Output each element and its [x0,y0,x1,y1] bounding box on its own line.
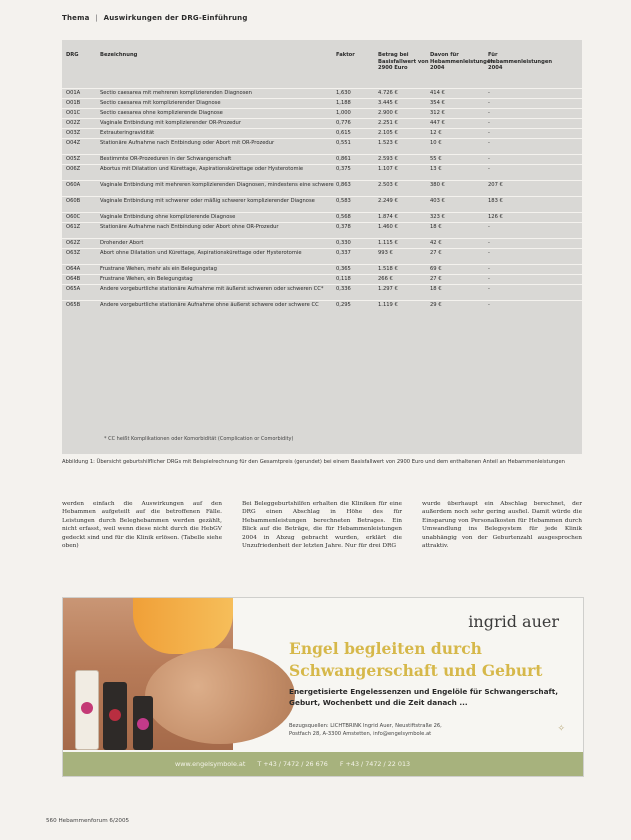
ad-address [289,722,559,738]
cell-drg: O64B [66,276,81,282]
cell-midwife-share: 55 € [430,156,442,162]
table-row [62,180,582,196]
cell-amount: 1.518 € [378,266,398,272]
cell-midwife-services: 183 € [488,198,503,204]
table-row [62,88,582,98]
cell-factor: 0,551 [336,140,351,146]
bottle-label-3 [137,718,149,730]
table-row [62,138,582,154]
ad-address-line-2: Postfach 28, A-3300 Amstetten, info@engelsymbole.at [289,731,432,737]
table-row [62,154,582,164]
ad-website-link[interactable]: www.engelsymbole.at [175,760,246,768]
cell-midwife-share: 10 € [430,140,442,146]
cell-drg: O65B [66,302,81,308]
table-row [62,108,582,118]
ad-address-line-1: Bezugsquellen: LICHTBRINK Ingrid Auer, Neustiftstraße 26, [289,723,442,729]
header-factor: Faktor [336,52,355,58]
cell-description: Drohender Abort [100,240,144,246]
table-row [62,212,582,222]
figure-caption: Abbildung 1: Übersicht geburtshilflicher DRGs mit Beispielrechnung für den Gesamtpreis (gerundet) bei einem Basisfallwert von 2900 Euro und dem enthaltenen Anteil an Hebammenleistungen [62,459,565,465]
cell-midwife-services: - [488,276,490,282]
cell-midwife-services: - [488,286,490,292]
cell-amount: 993 € [378,250,393,256]
cell-midwife-share: 18 € [430,224,442,230]
bottle-label-2 [109,709,121,721]
cell-factor: 0,295 [336,302,351,308]
cell-drg: O02Z [66,120,81,126]
cell-factor: 1,630 [336,90,351,96]
cell-midwife-services: - [488,100,490,106]
cell-description: Stationäre Aufnahme nach Entbindung oder Abort ohne OR-Prozedur [100,224,279,230]
cell-midwife-share: 12 € [430,130,442,136]
table-row [62,284,582,300]
cell-factor: 0,615 [336,130,351,136]
cell-factor: 0,118 [336,276,351,282]
cell-drg: O05Z [66,156,81,162]
cell-drg: O03Z [66,130,81,136]
cell-description: Vaginale Entbindung mit schwerer oder mäßig schwerer komplizierender Diagnose [100,198,315,204]
ad-headline-line-2: Schwangerschaft und Geburt [289,661,543,680]
table-row [62,164,582,180]
cell-midwife-services: - [488,302,490,308]
cell-description: Vaginale Entbindung ohne komplizierende Diagnose [100,214,236,220]
cell-description: Sectio caesarea mit komplizierender Diagnose [100,100,221,106]
cell-drg: O63Z [66,250,81,256]
cell-description: Andere vorgeburtliche stationäre Aufnahme mit äußerst schweren oder schweren CC* [100,286,324,292]
cell-midwife-share: 27 € [430,250,442,256]
cell-amount: 2.900 € [378,110,398,116]
cell-amount: 2.105 € [378,130,398,136]
header-separator: | [95,14,98,22]
cell-factor: 0,776 [336,120,351,126]
text-column-2: Bei Beleggeburtshilfen erhalten die Kliniken für eine DRG einen Abschlag in Höhe des für Hebammenleistungen berechneten Betrages. Ein Blick auf die Beträge, die für Hebammenleistungen 2004 in Abzug gebracht wurden, erklärt die Unzufriedenheit der letzten Jahre. Nur für drei DRG [242,501,402,550]
cell-midwife-share: 69 € [430,266,442,272]
cell-factor: 0,365 [336,266,351,272]
cell-midwife-services: - [488,90,490,96]
ad-subline: Energetisierte Engelessenzen und Engelöle für Schwangerschaft, Geburt, Wochenbett und die Zeit danach ... [289,687,558,707]
text-column-1: werden einfach die Auswirkungen auf den Hebammen aufgeteilt auf die betroffenen Fälle. Leistungen durch Beleghebammen werden gezählt, nicht erfasst, weil wenn diese nicht durch die HebGV gedeckt sind und für die Klinik erlösen. (Tabelle siehe oben) [62,501,222,550]
cell-factor: 0,861 [336,156,351,162]
cell-factor: 0,568 [336,214,351,220]
cell-amount: 1.119 € [378,302,398,308]
belly-shape [145,648,295,744]
table-row [62,222,582,238]
cell-midwife-services: - [488,130,490,136]
cell-amount: 1.115 € [378,240,398,246]
cell-description: Abortus mit Dilatation und Kürettage, Aspirationskürettage oder Hysterotomie [100,166,304,172]
cell-factor: 0,378 [336,224,351,230]
cell-factor: 0,375 [336,166,351,172]
table-row [62,238,582,248]
cell-description: Frustrane Wehen, mehr als ein Belegungstag [100,266,217,272]
cell-drg: O01B [66,100,81,106]
cell-description: Bestimmte OR-Prozeduren in der Schwangerschaft [100,156,232,162]
cell-midwife-services: - [488,166,490,172]
angel-icon: ✧ [557,724,565,734]
table-row [62,118,582,128]
cell-midwife-services: - [488,250,490,256]
cell-factor: 0,583 [336,198,351,204]
cell-drg: O06Z [66,166,81,172]
cell-amount: 2.251 € [378,120,398,126]
cell-amount: 1.523 € [378,140,398,146]
cell-factor: 0,863 [336,182,351,188]
cell-amount: 266 € [378,276,393,282]
table-row [62,274,582,284]
section-label: Thema [62,14,90,22]
cell-drg: O62Z [66,240,81,246]
cell-description: Abort ohne Dilatation und Kürettage, Aspirationskürettage oder Hysterotomie [100,250,302,256]
cell-midwife-share: 13 € [430,166,442,172]
cell-midwife-services: - [488,156,490,162]
ad-headline-line-1: Engel begleiten durch [289,639,482,658]
cell-drg: O01C [66,110,81,116]
table-footnote: * CC heißt Komplikationen oder Komorbidität (Complication or Comorbidity) [104,436,294,442]
cell-midwife-share: 18 € [430,286,442,292]
advertisement [62,597,584,777]
ad-contact-bar [63,752,583,776]
cell-midwife-share: 403 € [430,198,445,204]
cell-midwife-share: 447 € [430,120,445,126]
cell-midwife-services: - [488,266,490,272]
cell-drg: O60A [66,182,81,188]
header-midwife-services: Für Hebammenleistungen 2004 [488,52,553,71]
cell-factor: 0,337 [336,250,351,256]
table-header-row [62,40,582,88]
table-body [62,88,582,316]
cell-drg: O60C [66,214,81,220]
cell-midwife-services: - [488,120,490,126]
cell-amount: 1.874 € [378,214,398,220]
cell-midwife-share: 414 € [430,90,445,96]
cell-amount: 2.593 € [378,156,398,162]
cell-amount: 1.460 € [378,224,398,230]
cell-amount: 2.503 € [378,182,398,188]
cell-midwife-share: 312 € [430,110,445,116]
cell-description: Frustrane Wehen, ein Belegungstag [100,276,193,282]
text-column-3: wurde überhaupt ein Abschlag berechnet, der außerdem noch sehr gering ausfiel. Damit würde die Einsparung von Personalkosten für Hebammen durch Umwandlung ins Belegsystem für jede Klinik unabhängig von der Geburtenzahl ausgesprochen attraktiv. [422,501,582,550]
cell-description: Sectio caesarea mit mehreren komplizierenden Diagnosen [100,90,252,96]
cell-amount: 2.249 € [378,198,398,204]
cell-description: Andere vorgeburtliche stationäre Aufnahme ohne äußerst schwere oder schwere CC [100,302,319,308]
cell-midwife-share: 27 € [430,276,442,282]
shirt-shape [133,598,233,654]
cell-midwife-share: 42 € [430,240,442,246]
page-footer: 560 Hebammenforum 6/2005 [46,818,130,824]
section-title: Auswirkungen der DRG-Einführung [103,14,248,22]
cell-drg: O60B [66,198,81,204]
cell-factor: 0,336 [336,286,351,292]
cell-amount: 4.726 € [378,90,398,96]
cell-factor: 1,000 [336,110,351,116]
ad-headline [289,638,542,682]
cell-drg: O04Z [66,140,81,146]
cell-midwife-share: 323 € [430,214,445,220]
cell-amount: 1.107 € [378,166,398,172]
cell-factor: 1,188 [336,100,351,106]
table-row [62,300,582,316]
cell-midwife-services: 207 € [488,182,503,188]
cell-drg: O64A [66,266,81,272]
cell-drg: O01A [66,90,81,96]
cell-description: Sectio caesarea ohne komplizierende Diagnose [100,110,223,116]
header-midwife-share: Davon für Hebammenleistungen 2004 [430,52,495,71]
cell-midwife-services: - [488,240,490,246]
header-amount: Betrag bei Basisfallwert von 2900 Euro [378,52,429,71]
ad-fax: F +43 / 7472 / 22 013 [339,760,411,768]
cell-midwife-share: 354 € [430,100,445,106]
cell-description: Stationäre Aufnahme nach Entbindung oder Abort mit OR-Prozedur [100,140,275,146]
cell-midwife-services: - [488,224,490,230]
drg-table [62,40,582,454]
cell-midwife-services: - [488,110,490,116]
cell-drg: O61Z [66,224,81,230]
table-row [62,196,582,212]
header-description: Bezeichnung [100,52,138,58]
section-header [62,14,248,22]
cell-description: Extrauteringravidität [100,130,155,136]
table-row [62,128,582,138]
header-drg: DRG [66,52,79,58]
cell-description: Vaginale Entbindung mit mehreren komplizierenden Diagnosen, mindestens eine schwere [100,182,334,188]
bottle-label-1 [81,702,93,714]
table-row [62,248,582,264]
bottle-3 [133,696,153,750]
cell-amount: 3.445 € [378,100,398,106]
body-text [62,500,582,550]
cell-amount: 1.297 € [378,286,398,292]
bottle-1 [75,670,99,750]
ad-phone: T +43 / 7472 / 26 676 [257,760,328,768]
cell-midwife-share: 380 € [430,182,445,188]
cell-drg: O65A [66,286,81,292]
bottle-2 [103,682,127,750]
cell-midwife-share: 29 € [430,302,442,308]
cell-description: Vaginale Entbindung mit komplizierender OR-Prozedur [100,120,241,126]
cell-midwife-services: 126 € [488,214,503,220]
table-row [62,264,582,274]
cell-factor: 0,330 [336,240,351,246]
cell-midwife-services: - [488,140,490,146]
ad-brand: ingrid auer [468,612,559,631]
table-row [62,98,582,108]
